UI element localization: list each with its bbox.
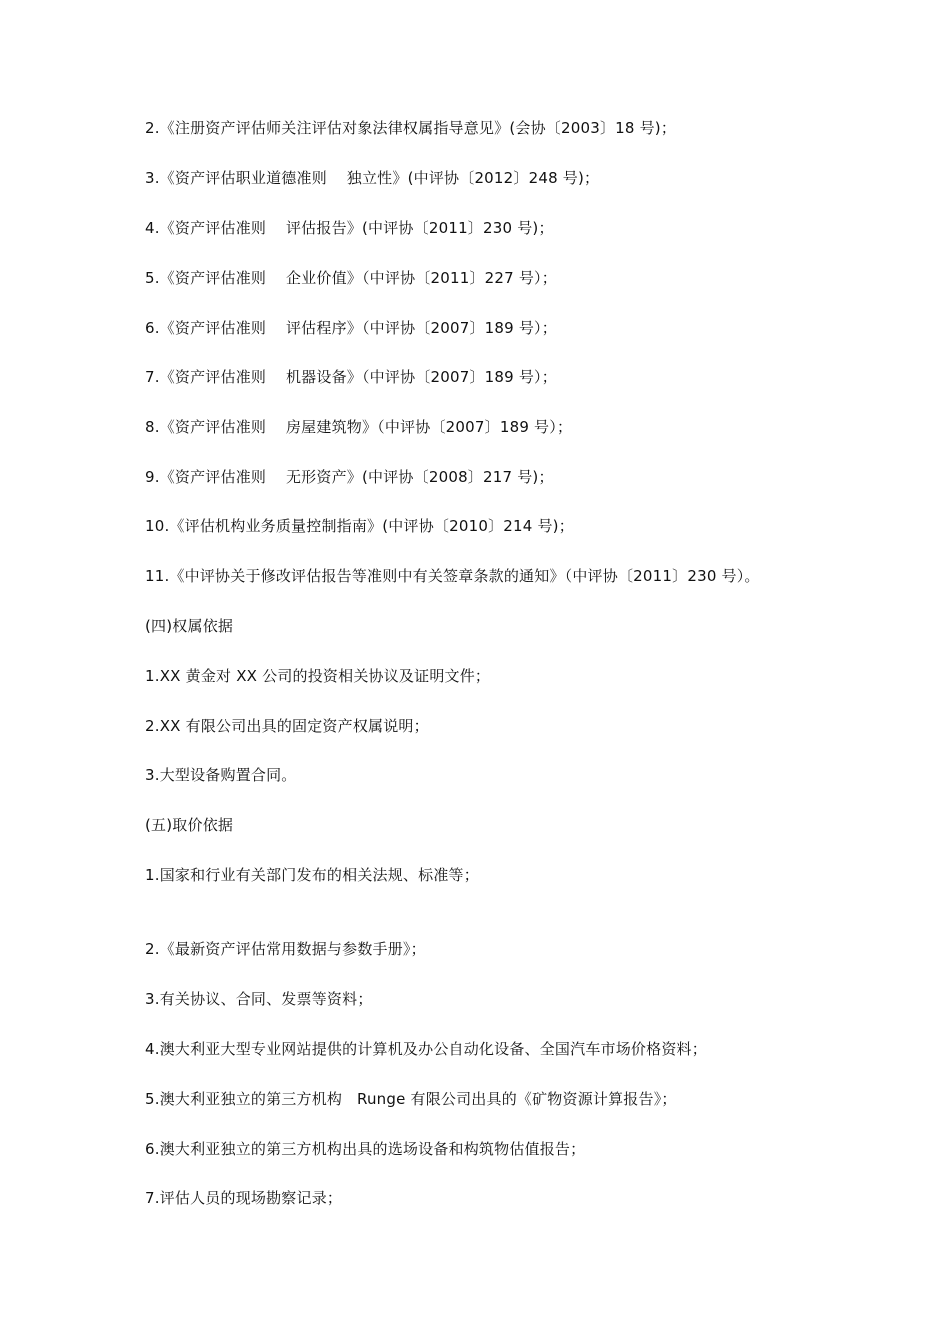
- text-line: 3.《资产评估职业道德准则 独立性》(中评协〔2012〕248 号)；: [145, 169, 600, 187]
- section-heading: (五)取价依据: [145, 816, 234, 834]
- text-line: 6.澳大利亚独立的第三方机构出具的选场设备和构筑物估值报告；: [145, 1140, 586, 1158]
- section-heading: (四)权属依据: [145, 617, 234, 635]
- text-line: 3.大型设备购置合同。: [145, 766, 297, 784]
- text-line: 11.《中评协关于修改评估报告等准则中有关签章条款的通知》（中评协〔2011〕230 号）。: [145, 567, 760, 585]
- text-line: 2.《注册资产评估师关注评估对象法律权属指导意见》(会协〔2003〕18 号)；: [145, 119, 677, 137]
- text-line: 7.《资产评估准则 机器设备》（中评协〔2007〕189 号）；: [145, 368, 557, 386]
- text-line: 1.国家和行业有关部门发布的相关法规、标准等；: [145, 866, 479, 884]
- text-line: 4.澳大利亚大型专业网站提供的计算机及办公自动化设备、全国汽车市场价格资料；: [145, 1040, 707, 1058]
- text-line: 5.《资产评估准则 企业价值》（中评协〔2011〕227 号）；: [145, 269, 557, 287]
- text-line: 8.《资产评估准则 房屋建筑物》（中评协〔2007〕189 号）；: [145, 418, 573, 436]
- text-line: 1.XX 黄金对 XX 公司的投资相关协议及证明文件；: [145, 667, 491, 685]
- text-line: 5.澳大利亚独立的第三方机构 Runge 有限公司出具的《矿物资源计算报告》；: [145, 1090, 677, 1108]
- text-line: 2.《最新资产评估常用数据与参数手册》；: [145, 940, 426, 958]
- text-line: 3.有关协议、合同、发票等资料；: [145, 990, 373, 1008]
- text-line: 10.《评估机构业务质量控制指南》(中评协〔2010〕214 号)；: [145, 517, 574, 535]
- text-line: 7.评估人员的现场勘察记录；: [145, 1189, 343, 1207]
- text-line: 2.XX 有限公司出具的固定资产权属说明；: [145, 717, 429, 735]
- text-line: 4.《资产评估准则 评估报告》(中评协〔2011〕230 号)；: [145, 219, 554, 237]
- text-line: 9.《资产评估准则 无形资产》(中评协〔2008〕217 号)；: [145, 468, 554, 486]
- text-line: 6.《资产评估准则 评估程序》（中评协〔2007〕189 号）；: [145, 319, 557, 337]
